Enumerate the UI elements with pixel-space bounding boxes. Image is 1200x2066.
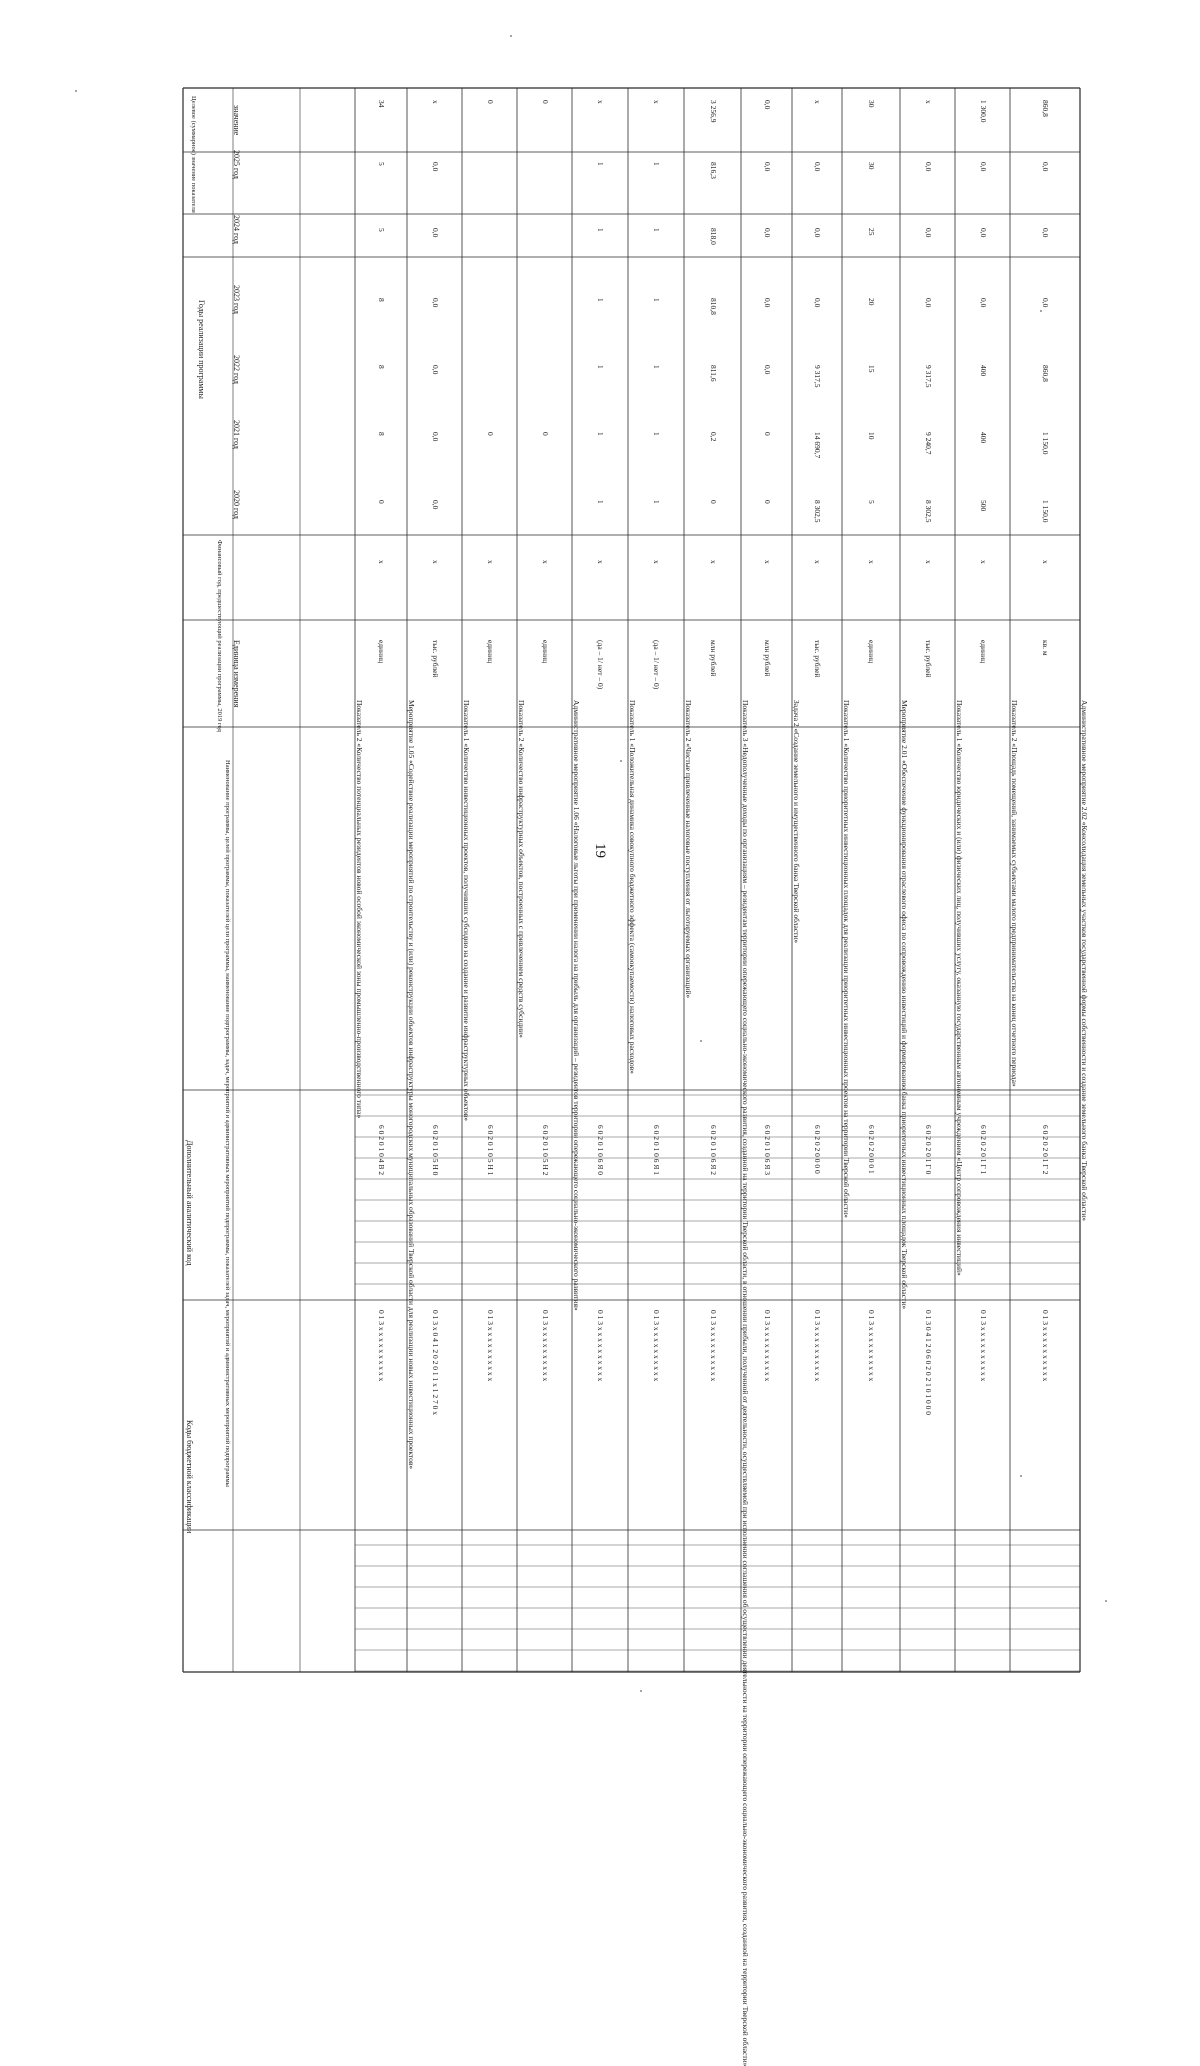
row-unit: тыс. рублей: [923, 640, 933, 678]
row-budget-code: 0 1 3 x x x x x x x x x x: [485, 1310, 495, 1382]
row-value-y2025: 1: [596, 162, 605, 166]
row-analytic-code: 6 0 2 0 1 0 5 Н 0: [430, 1125, 440, 1176]
row-value-y2024: 25: [867, 228, 876, 236]
row-value-target: 0,0: [762, 100, 772, 110]
row-value-y2024: 0,0: [923, 228, 933, 238]
row-unit: (да – 1/ нет – 0): [596, 640, 605, 690]
row-name: Административное мероприятие 2.02 «Консолидация земельных участков государственной формы собственности и создание земельного банка Тверской области»: [1080, 700, 1089, 1221]
row-value-y2023: 1: [652, 298, 661, 302]
row-analytic-code: 6 0 2 0 1 0 6 Я 0: [596, 1125, 605, 1176]
row-value-target: 30: [867, 100, 876, 108]
row-name: Показатель 1 «Количество инвестиционных проектов, получивших субсидию на создание и развитие инфраструктурных объектов»: [462, 700, 471, 1122]
row-value-y2020: 1: [596, 500, 605, 504]
row-value-y2023: 8: [377, 298, 386, 302]
row-budget-code: 0 1 3 0 4 1 2 0 6 0 2 0 2 1 0 1 0 0 0: [923, 1310, 933, 1415]
row-unit: тыс. рублей: [430, 640, 440, 678]
row-budget-code: 0 1 3 x 0 4 1 2 0 2 0 1 1 x 1 2 7 0 x: [430, 1310, 440, 1415]
row-unit: единиц: [485, 640, 495, 664]
row-analytic-code: 6 0 2 0 1 0 4 В 2: [377, 1125, 386, 1176]
row-analytic-code: 6 0 2 0 1 0 6 Я 3: [762, 1125, 772, 1176]
row-analytic-code: 6 0 2 0 2 0 1 Г 0: [923, 1125, 933, 1175]
scan-speck: [1105, 1600, 1107, 1602]
row-unit: единиц: [978, 640, 988, 664]
row-value-y2023: 0,0: [813, 298, 822, 308]
row-value-y2024: 0,0: [1041, 228, 1050, 238]
page-number: 19: [592, 843, 608, 858]
row-value-y2025: 0,0: [430, 162, 440, 172]
row-value-y2020: 0,0: [430, 500, 440, 510]
row-fin-year: x: [867, 560, 876, 564]
row-analytic-code: 6 0 2 0 1 0 5 Н 2: [540, 1125, 550, 1176]
row-value-target: x: [430, 100, 440, 104]
row-name: Показатель 1 «Количество приоритетных инвестиционных площадок для реализации приоритетных инвестиционных проектов на территории Тверской области»: [842, 700, 851, 1218]
row-name: Административное мероприятие 1.06 «Налоговые льготы при применении налога на прибыль для организаций – резидентов территории опережающего социально-экономического развития»: [572, 700, 581, 1311]
row-value-y2022: 8: [377, 365, 386, 369]
scan-speck: [1020, 1475, 1022, 1477]
row-value-y2022: 0,0: [762, 365, 772, 375]
row-value-y2022: 9 317,5: [813, 365, 822, 388]
row-fin-year: x: [652, 560, 661, 564]
row-unit: единиц: [540, 640, 550, 664]
header-year-2025: 2025 год: [232, 150, 241, 179]
row-name: Мероприятие 2.01 «Обеспечение функционирования отраслевого офиса по сопровождению инвестиций и формированию банка приоритетных инвестиционных площадок Тверской области»: [900, 700, 909, 1310]
header-fin-year: Финансовый год, предшествующий реализации программы, 2019 год: [216, 540, 223, 732]
row-value-target: x: [813, 100, 822, 104]
row-value-y2022: 1: [652, 365, 661, 369]
row-fin-year: x: [923, 560, 933, 564]
row-value-y2021: 1 150,0: [1041, 432, 1050, 455]
row-value-y2025: 0,0: [978, 162, 988, 172]
row-value-y2024: 818,0: [708, 228, 718, 245]
row-budget-code: 0 1 3 x x x x x x x x x x: [652, 1310, 661, 1382]
row-value-y2023: 810,8: [708, 298, 718, 315]
row-value-y2022: 9 317,5: [923, 365, 933, 388]
row-value-y2021: 0: [762, 432, 772, 436]
header-year-2021: 2021 год: [232, 420, 241, 449]
row-unit: единиц: [377, 640, 386, 664]
row-analytic-code: 6 0 2 0 1 0 6 Я 1: [652, 1125, 661, 1176]
row-value-y2023: 0,0: [762, 298, 772, 308]
row-value-y2024: 0,0: [813, 228, 822, 238]
row-fin-year: x: [762, 560, 772, 564]
row-value-y2023: 1: [596, 298, 605, 302]
header-year-2024: 2024 год: [232, 215, 241, 244]
row-value-y2025: 0,0: [1041, 162, 1050, 172]
row-value-y2021: 8: [377, 432, 386, 436]
row-value-y2021: 1: [596, 432, 605, 436]
row-value-target: 1 300,0: [978, 100, 988, 123]
row-value-y2023: 20: [867, 298, 876, 306]
row-name: Задача 2 «Создание земельного и имущественного банка Тверской области»: [792, 700, 801, 944]
row-unit: млн рублей: [708, 640, 718, 677]
row-unit: единиц: [867, 640, 876, 664]
row-value-y2020: 8 302,5: [923, 500, 933, 523]
scan-speck: [1040, 310, 1042, 312]
row-value-y2025: 0,0: [813, 162, 822, 172]
row-budget-code: 0 1 3 x x x x x x x x x x: [978, 1310, 988, 1382]
row-fin-year: x: [377, 560, 386, 564]
header-year-2023: 2023 год: [232, 285, 241, 314]
row-name: Показатель 2 «Количество инфраструктурных объектов, построенных с привлечением средств субсидии»: [517, 700, 526, 1038]
row-value-y2021: 0,2: [708, 432, 718, 442]
row-fin-year: x: [430, 560, 440, 564]
row-budget-code: 0 1 3 x x x x x x x x x x: [377, 1310, 386, 1382]
header-budget-codes: Коды бюджетной классификации: [185, 1420, 194, 1534]
row-fin-year: x: [708, 560, 718, 564]
row-budget-code: 0 1 3 x x x x x x x x x x: [596, 1310, 605, 1382]
row-unit: млн рублей: [762, 640, 772, 677]
row-value-y2022: 811,6: [708, 365, 718, 382]
row-value-y2020: 0: [377, 500, 386, 504]
row-name: Показатель 2 «Площадь помещений, занимаемых субъектами малого предпринимательства на конец отчетного периода»: [1010, 700, 1019, 1087]
row-fin-year: x: [540, 560, 550, 564]
row-name: Показатель 1 «Количество юридических и (или) физических лиц, получивших услугу, оказанную государственным автономным учреждением «Центр сопровождения инвестиций»: [955, 700, 964, 1276]
header-year-2022: 2022 год: [232, 355, 241, 384]
header-name-column: Наименование программы, целей программы, показателей цели программы, наименование подпрограммы, задач, мероприятий и административных мероприятий подпрограммы, показателей задач, мероприятий и административных мероприятий подпрограммы: [224, 760, 231, 1487]
row-budget-code: 0 1 3 x x x x x x x x x x: [540, 1310, 550, 1382]
row-value-target: 0: [485, 100, 495, 104]
row-value-target: x: [923, 100, 933, 104]
row-value-target: x: [596, 100, 605, 104]
row-value-y2024: 1: [652, 228, 661, 232]
header-years-group: Годы реализации программы: [197, 300, 206, 399]
row-value-y2021: 14 690,7: [813, 432, 822, 459]
row-value-y2021: 0: [540, 432, 550, 436]
row-value-target: x: [652, 100, 661, 104]
row-value-y2025: 1: [652, 162, 661, 166]
row-name: Мероприятие 1.05 «Содействие реализации мероприятий по строительству и (или) реконструкции объектов инфраструктуры моногородских муниципальных образований Тверской области для реализации новых инвестиционных проектов»: [407, 700, 416, 1470]
row-value-y2020: 5: [867, 500, 876, 504]
row-budget-code: 0 1 3 x x x x x x x x x x: [867, 1310, 876, 1382]
row-analytic-code: 6 0 2 0 1 0 5 Н 1: [485, 1125, 495, 1176]
row-name: Показатель 3 «Недополученные доходы по организациям – резидентам территории опережающего социально-экономического развития, созданной на территории Тверской области, в отношении прибыли, полученной от деятельности, осуществляемой при исполнении соглашения об осуществлении деятельности на территории опережающего социально-экономического развития, созданной на территории Тверской области»: [741, 700, 750, 2066]
header-target: Целевое (суммарное) значение показателя: [190, 96, 197, 213]
row-budget-code: 0 1 3 x x x x x x x x x x: [813, 1310, 822, 1382]
row-name: Показатель 1 «Положительная динамика совокупного бюджетного эффекта (самоокупаемости) налоговых расходов»: [628, 700, 637, 1074]
row-value-y2020: 0: [708, 500, 718, 504]
header-value: значение: [232, 105, 241, 136]
scan-speck: [640, 1690, 642, 1692]
row-value-y2022: 1: [596, 365, 605, 369]
scan-speck: [620, 760, 622, 762]
row-budget-code: 0 1 3 x x x x x x x x x x: [1041, 1310, 1050, 1382]
row-fin-year: x: [813, 560, 822, 564]
row-budget-code: 0 1 3 x x x x x x x x x x: [762, 1310, 772, 1382]
row-value-y2024: 5: [377, 228, 386, 232]
row-value-y2022: 400: [978, 365, 988, 377]
row-value-y2023: 0,0: [923, 298, 933, 308]
row-analytic-code: 6 0 2 0 2 0 1 Г 1: [978, 1125, 988, 1175]
row-fin-year: x: [978, 560, 988, 564]
row-value-y2023: 0,0: [1041, 298, 1050, 308]
row-value-y2021: 10: [867, 432, 876, 440]
header-year-2020: 2020 год: [232, 490, 241, 519]
row-fin-year: x: [485, 560, 495, 564]
row-value-target: 3 256,9: [708, 100, 718, 123]
row-value-y2023: 0,0: [978, 298, 988, 308]
row-value-y2025: 5: [377, 162, 386, 166]
row-value-y2020: 1: [652, 500, 661, 504]
row-value-target: 34: [377, 100, 386, 108]
row-value-y2024: 1: [596, 228, 605, 232]
row-name: Показатель 2 «Чистые привлеченные налоговые поступления от льготируемых организаций»: [684, 700, 693, 999]
row-value-y2020: 0: [762, 500, 772, 504]
row-analytic-code: 6 0 2 0 1 0 6 Я 2: [708, 1125, 718, 1176]
row-value-y2020: 1 150,0: [1041, 500, 1050, 523]
row-analytic-code: 6 0 2 0 2 0 0 0 1: [867, 1125, 876, 1174]
row-value-y2025: 0,0: [923, 162, 933, 172]
row-value-y2025: 0,0: [762, 162, 772, 172]
row-value-y2025: 30: [867, 162, 876, 170]
row-name: Показатель 2 «Количество потенциальных резидентов новой особой экономической зоны промышленно-производственного типа»: [355, 700, 364, 1119]
header-analytic-code: Дополнительный аналитический код: [185, 1140, 194, 1266]
row-budget-code: 0 1 3 x x x x x x x x x x: [708, 1310, 718, 1382]
row-value-target: 860,8: [1041, 100, 1050, 117]
scan-speck: [700, 1040, 702, 1042]
row-value-y2020: 500: [978, 500, 988, 512]
row-value-y2021: 0,0: [430, 432, 440, 442]
row-analytic-code: 6 0 2 0 2 0 1 Г 2: [1041, 1125, 1050, 1175]
row-unit: тыс. рублей: [813, 640, 822, 678]
row-analytic-code: 6 0 2 0 2 0 0 0 0: [813, 1125, 822, 1174]
row-value-y2022: 860,8: [1041, 365, 1050, 382]
row-unit: кв. м: [1041, 640, 1050, 656]
row-value-target: 0: [540, 100, 550, 104]
row-unit: (да – 1/ нет – 0): [652, 640, 661, 690]
row-value-y2024: 0,0: [430, 228, 440, 238]
row-value-y2023: 0,0: [430, 298, 440, 308]
header-unit: Единица измерения: [232, 640, 241, 708]
row-value-y2022: 0,0: [430, 365, 440, 375]
row-value-y2020: 8 302,5: [813, 500, 822, 523]
row-fin-year: x: [1041, 560, 1050, 564]
row-fin-year: x: [596, 560, 605, 564]
row-value-y2024: 0,0: [978, 228, 988, 238]
scan-speck: [510, 35, 512, 37]
row-value-y2021: 0: [485, 432, 495, 436]
row-value-y2024: 0,0: [762, 228, 772, 238]
row-value-y2022: 15: [867, 365, 876, 373]
row-value-y2021: 1: [652, 432, 661, 436]
row-value-y2021: 9 240,7: [923, 432, 933, 455]
row-value-y2025: 816,3: [708, 162, 718, 179]
row-value-y2021: 400: [978, 432, 988, 444]
scan-speck: [75, 90, 77, 92]
